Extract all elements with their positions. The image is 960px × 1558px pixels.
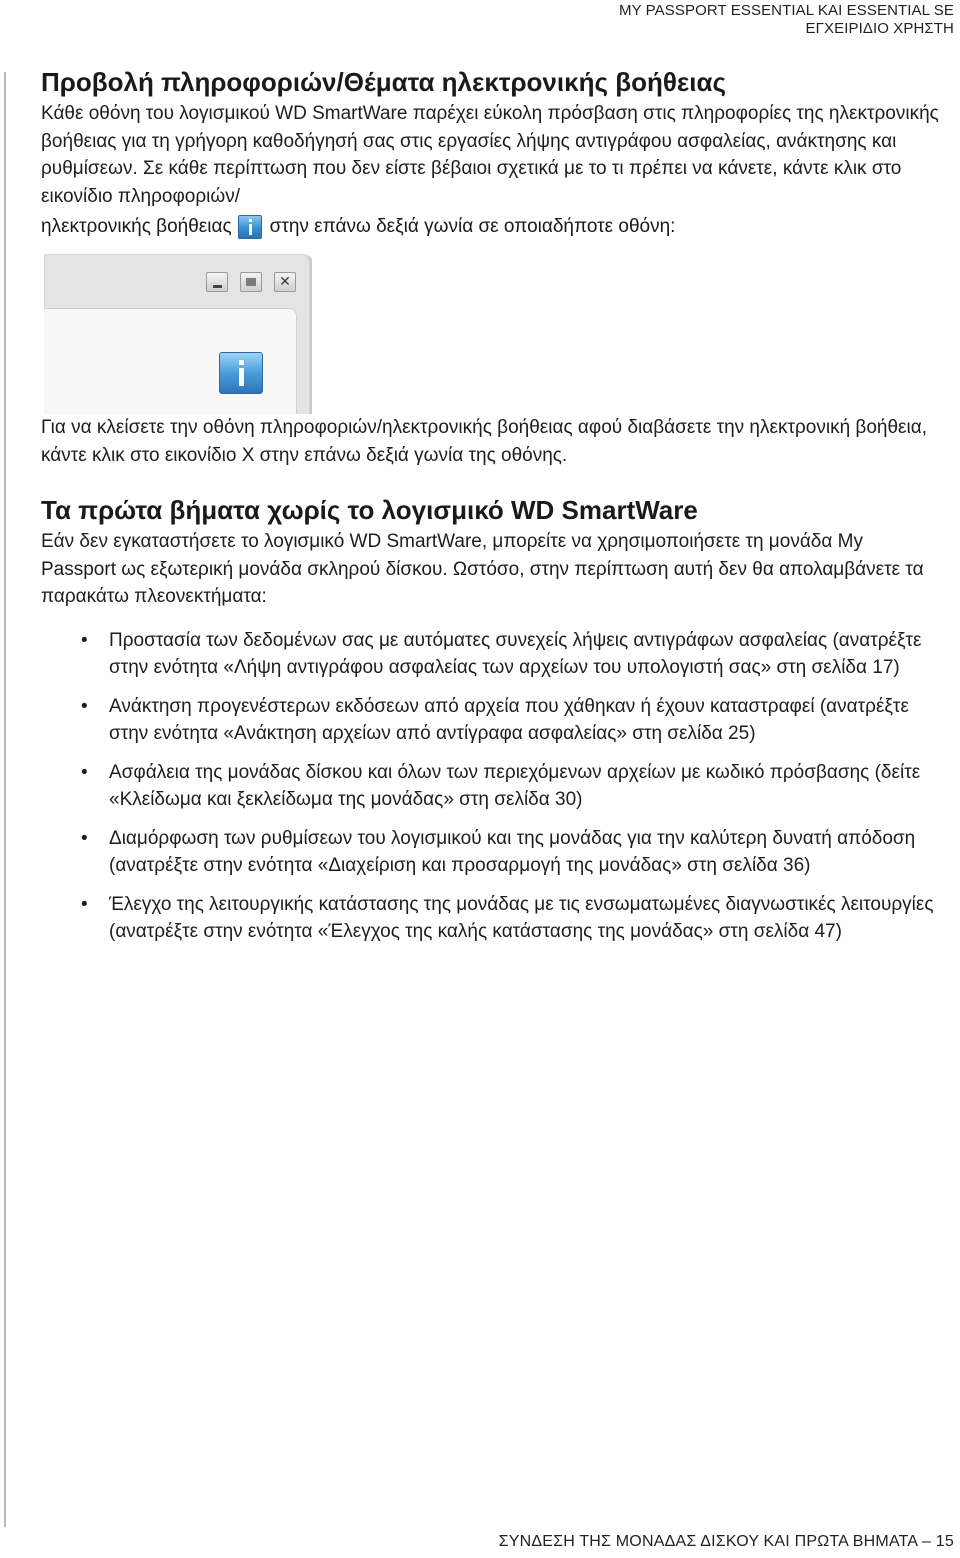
header-manual-title: ΕΓΧΕΙΡΙΔΙΟ ΧΡΗΣΤΗ bbox=[805, 20, 954, 37]
list-item bbox=[41, 759, 941, 814]
list-item bbox=[41, 891, 941, 946]
close-icon: ✕ bbox=[274, 272, 296, 292]
maximize-icon bbox=[240, 272, 262, 292]
page-margin-rule bbox=[4, 72, 6, 1527]
info-help-icon bbox=[238, 215, 262, 239]
bullet-icon: • bbox=[81, 629, 88, 651]
bullet-icon: • bbox=[81, 893, 88, 915]
list-item-text: Διαμόρφωση των ρυθμίσεων του λογισμικού και της μονάδας για την καλύτερη δυνατή απόδοση (ανατρέξτε στην ενότητα «Διαχείριση και προσαρμογή της μονάδας» στη σελίδα 36) bbox=[109, 827, 916, 876]
list-item-text: Ανάκτηση προγενέστερων εκδόσεων από αρχεία που χάθηκαν ή έχουν καταστραφεί (ανατρέξτε στην ενότητα «Ανάκτηση αρχείων από αντίγραφα ασφαλείας» στη σελίδα 25) bbox=[109, 695, 909, 744]
online-help-intro-paragraph: Κάθε οθόνη του λογισμικού WD SmartWare παρέχει εύκολη πρόσβαση στις πληροφορίες της ηλεκτρονικής βοήθειας για τη γρήγορη καθοδήγησή σας στις εργασίες λήψης αντιγράφου ασφαλείας, ανάκτησης και ρυθμίσεων. Σε κάθε περίπτωση που δεν είστε βέβαιοι σχετικά με το τι πρέπει να κάνετε, κάντε κλικ στο εικονίδιο πληροφοριών/ bbox=[41, 103, 939, 207]
minimize-icon bbox=[206, 272, 228, 292]
header-product-title: MY PASSPORT ESSENTIAL ΚΑΙ ESSENTIAL SE bbox=[618, 2, 954, 19]
bullet-icon: • bbox=[81, 827, 88, 849]
running-header bbox=[619, 2, 954, 38]
list-item-text: Έλεγχο της λειτουργικής κατάστασης της μονάδας με τις ενσωματωμένες διαγνωστικές λειτουργίες (ανατρέξτε στην ενότητα «Έλεγχος της καλής κατάστασης της μονάδας» στη σελίδα 47) bbox=[109, 893, 934, 942]
list-item bbox=[41, 825, 941, 880]
list-item-text: Ασφάλεια της μονάδας δίσκου και όλων των περιεχόμενων αρχείων με κωδικό πρόσβασης (δείτε «Κλείδωμα και ξεκλείδωμα της μονάδας» στη σελίδα 30) bbox=[109, 761, 921, 810]
running-footer: ΣΥΝΔΕΣΗ ΤΗΣ ΜΟΝΑΔΑΣ ΔΙΣΚΟΥ ΚΑΙ ΠΡΩΤΑ ΒΗΜΑΤΑ – 15 bbox=[498, 1533, 954, 1550]
section-heading-without-smartware: Τα πρώτα βήματα χωρίς το λογισμικό WD SmartWare bbox=[41, 495, 698, 525]
list-item-text: Προστασία των δεδομένων σας με αυτόματες συνεχείς λήψεις αντιγράφων ασφαλείας (ανατρέξτε στην ενότητα «Λήψη αντιγράφου ασφαλείας των αρχείων του υπολογιστή σας» στη σελίδα 17) bbox=[109, 629, 922, 678]
benefits-list bbox=[41, 627, 941, 946]
bullet-icon: • bbox=[81, 761, 88, 783]
page-content bbox=[41, 64, 941, 957]
close-help-paragraph: Για να κλείσετε την οθόνη πληροφοριών/ηλεκτρονικής βοήθειας αφού διαβάσετε την ηλεκτρονική βοήθεια, κάντε κλικ στο εικονίδιο X στην επάνω δεξιά γωνία της οθόνης. bbox=[41, 417, 928, 466]
bullet-icon: • bbox=[81, 695, 88, 717]
icon-line-text-before: ηλεκτρονικής βοήθειας bbox=[41, 216, 232, 237]
info-help-button-icon bbox=[219, 352, 263, 394]
list-item bbox=[41, 693, 941, 748]
window-corner-screenshot bbox=[44, 254, 312, 414]
icon-line-text-after: στην επάνω δεξιά γωνία σε οποιαδήποτε οθόνη: bbox=[269, 216, 676, 237]
section-heading-online-help: Προβολή πληροφοριών/Θέματα ηλεκτρονικής βοήθειας bbox=[41, 67, 726, 97]
online-help-icon-line bbox=[41, 212, 941, 242]
without-smartware-paragraph: Εάν δεν εγκαταστήσετε το λογισμικό WD SmartWare, μπορείτε να χρησιμοποιήσετε τη μονάδα My Passport ως εξωτερική μονάδα σκληρού δίσκου. Ωστόσο, στην περίπτωση αυτή δεν θα απολαμβάνετε τα παρακάτω πλεονεκτήματα: bbox=[41, 531, 924, 607]
list-item bbox=[41, 627, 941, 682]
